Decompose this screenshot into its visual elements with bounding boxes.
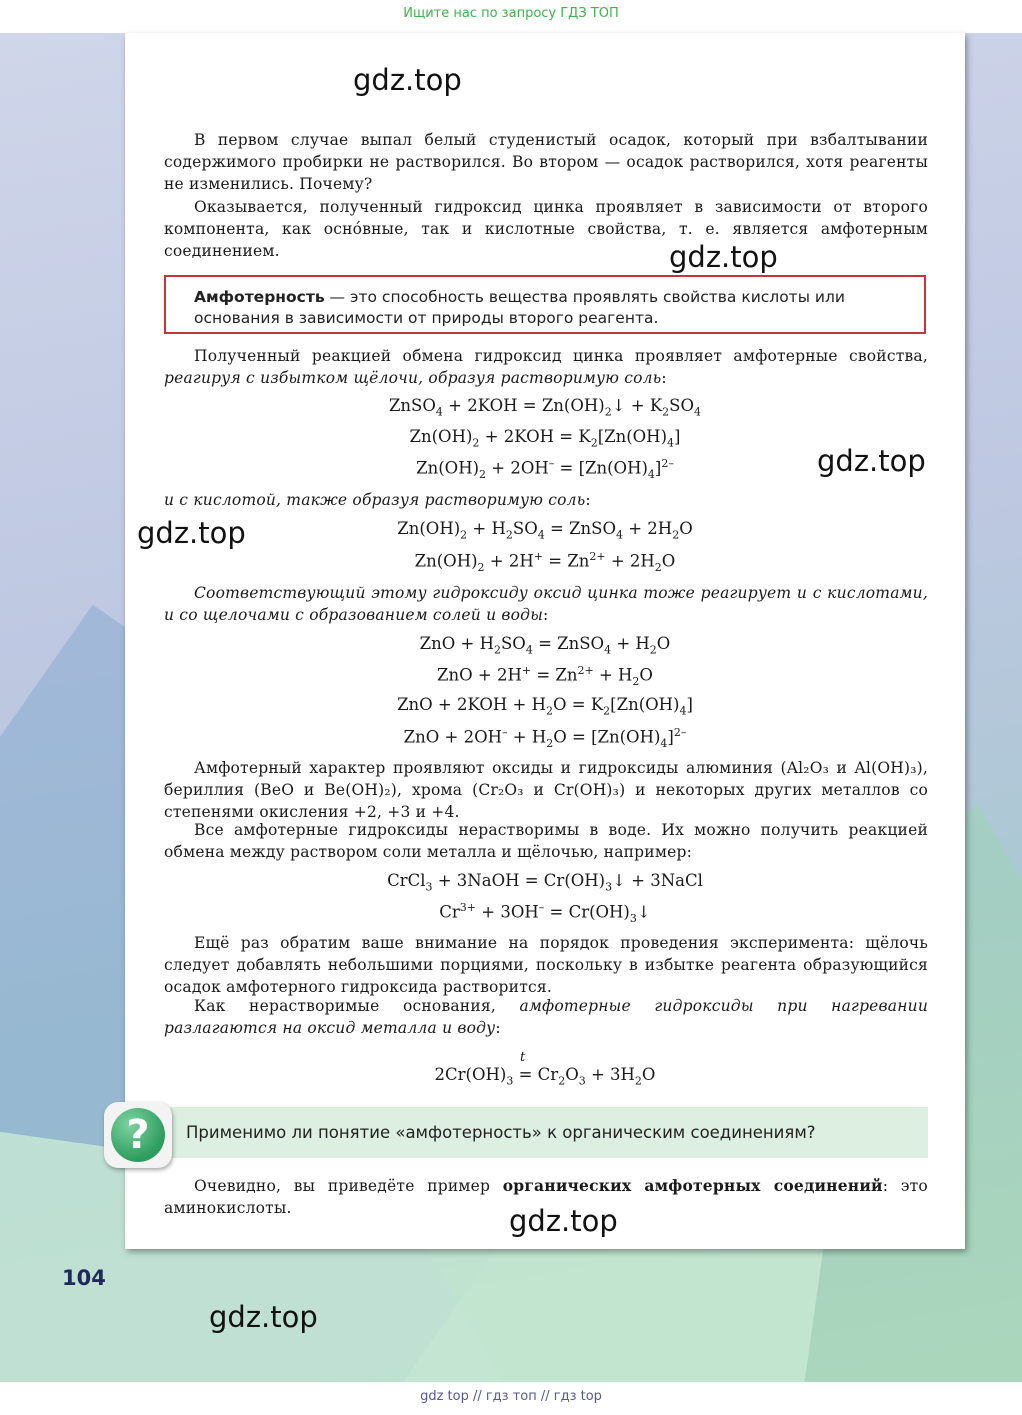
equation: ZnO + $2H^+ = Zn^{2+} + H_2O$ [437,664,653,688]
heat-label: t [520,1050,526,1065]
equation: $2Cr(OH)_3 = Cr_2O_3 + 3H_2O$ [434,1065,656,1088]
equation: $Zn(OH)_2 + 2H^+ = Zn^{2+} + 2H_2O$ [414,550,676,574]
question-bar: Применимо ли понятие «амфотерность» к органическим соединениям? [170,1107,928,1158]
paragraph: Оказывается, полученный гидроксид цинка проявляет в зависимости от второго компонента, как осно́вные, так и кислотные свойства, т. е. является амфотерным соединением. [164,198,928,260]
watermark: gdz.top [137,516,246,550]
paragraph: Как нерастворимые основания, амфотерные гидроксиды при нагревании разлагаются на оксид металла и воду: [164,997,928,1037]
page-number: 104 [62,1266,106,1290]
paragraph: В первом случае выпал белый студенистый осадок, который при взбалтывании содержимого пробирки не растворился. Во втором — осадок растворился, хотя реагенты не изменились. Почему? [164,131,928,193]
paragraph: и с кислотой, также образуя растворимую соль: [164,491,591,509]
paragraph: Все амфотерные гидроксиды нерастворимы в воде. Их можно получить реакцией обмена между раствором соли металла и щёлочью, например: [164,821,928,861]
paragraph: Амфотерный характер проявляют оксиды и гидроксиды алюминия (Al₂O₃ и Al(OH)₃), бериллия (BeO и Be(OH)₂), хрома (Cr₂O₃ и Cr(OH)₃) и некоторых других металлов со степенями окисления +2, +3 и +4. [164,759,928,821]
watermark: gdz.top [353,63,462,97]
definition-term: Амфотерность [194,288,325,306]
paragraph: Очевидно, вы приведёте пример органических амфотерных соединений: это аминокислоты. [164,1176,928,1217]
paragraph: Соответствующий этому гидроксиду оксид цинка тоже реагирует и с кислотами, и со щелочами с образованием солей и воды: [164,584,928,624]
question-icon: ? [104,1102,172,1168]
watermark: gdz.top [817,444,926,478]
definition-box [164,275,926,334]
equation: ZnSO$_4$ + $2KOH = Zn(OH)_2↓ + K_2SO_4$ [388,396,702,419]
equation: $Zn(OH)_2 + 2KOH = K_2[Zn(OH)_4]$ [409,427,681,450]
equation: $Zn(OH)_2 + 2OH^- = [Zn(OH)_4]^{2-}$ [416,457,674,481]
top-banner[interactable]: Ищите нас по запросу ГДЗ ТОП [403,6,619,21]
equation: ZnO + $2OH^- + H_2O = [Zn(OH)_4]^{2-}$ [403,726,687,750]
equation: $Cr^{3+} + 3OH^-$ = $Cr(OH)_3↓$ [439,901,651,925]
equation: $Zn(OH)_2 + H_2SO_4$ = ZnSO$_4$ + $2H_2O$ [397,519,693,542]
watermark: gdz.top [509,1204,618,1238]
watermark: gdz.top [669,240,778,274]
equation: CrCl$_3$ + 3NaOH = $Cr(OH)_3↓$ + 3NaCl [387,871,703,894]
equation: ZnO + $H_2SO_4$ = ZnSO$_4$ + $H_2O$ [419,634,671,657]
paragraph: Полученный реакцией обмена гидроксид цинка проявляет амфотерные свойства, реагируя с избытком щёлочи, образуя растворимую соль: [164,347,928,387]
bottom-banner[interactable]: gdz top // гдз топ // гдз top [420,1389,602,1404]
watermark: gdz.top [209,1300,318,1334]
equation: ZnO + $2KOH + H_2O = K_2[Zn(OH)_4]$ [397,695,693,718]
paragraph: Ещё раз обратим ваше внимание на порядок проведения эксперимента: щёлочь следует добавлять небольшими порциями, поскольку в избытке реагента образующийся осадок амфотерного гидроксида растворится. [164,934,928,996]
definition-text: — это способность вещества проявлять свойства кислоты или основания в зависимости от природы второго реагента. [194,288,845,327]
